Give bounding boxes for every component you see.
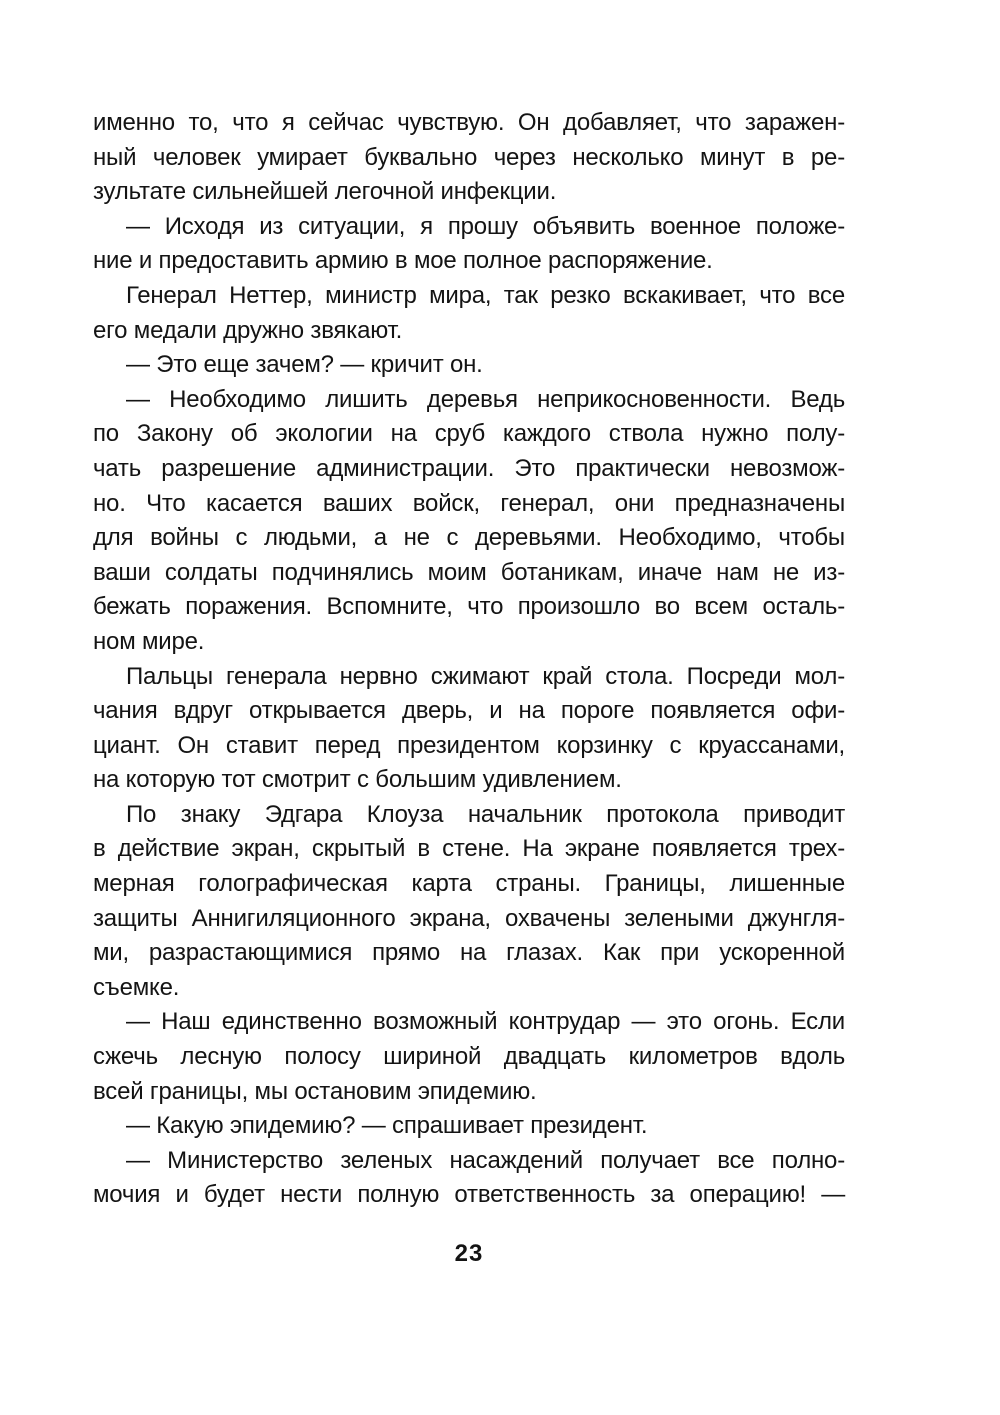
text-line: чать разрешение администрации. Это практически невозмож- <box>93 454 845 482</box>
paragraph <box>93 279 845 348</box>
text-line: для войны с людьми, а не с деревьями. Необходимо, чтобы <box>93 524 845 552</box>
paragraph <box>93 106 845 210</box>
text-line: именно то, что я сейчас чувствую. Он добавляет, что заражен- <box>93 109 845 136</box>
paragraph <box>93 660 845 798</box>
page-text <box>93 106 845 1213</box>
text-line: мочия и будет нести полную ответственность за операцию! — <box>93 1181 845 1209</box>
page-number: 23 <box>454 1240 484 1267</box>
text-line: сжечь лесную полосу шириной двадцать километров вдоль <box>93 1043 845 1071</box>
text-line: зультате сильнейшей легочной инфекции. <box>93 178 557 206</box>
paragraph <box>93 383 845 660</box>
text-line: чания вдруг открывается дверь, и на пороге появляется офи- <box>93 697 845 725</box>
text-line: — Министерство зеленых насаждений получает все полно- <box>126 1146 845 1174</box>
text-line: — Исходя из ситуации, я прошу объявить военное положе- <box>126 212 845 240</box>
text-line: по Закону об экологии на сруб каждого ствола нужно полу- <box>93 420 845 448</box>
text-line: ный человек умирает буквально через несколько минут в ре- <box>93 143 845 171</box>
text-line: всей границы, мы остановим эпидемию. <box>93 1077 537 1105</box>
paragraph <box>93 348 845 383</box>
text-line: его медали дружно звякают. <box>93 316 403 344</box>
text-line: — Какую эпидемию? — спрашивает президент. <box>126 1112 648 1140</box>
text-line: съемке. <box>93 973 180 1001</box>
paragraph <box>93 1005 845 1109</box>
text-line: ном мире. <box>93 627 205 655</box>
text-line: мерная голографическая карта страны. Границы, лишенные <box>93 870 845 898</box>
text-line: ние и предоставить армию в мое полное распоряжение. <box>93 247 713 275</box>
text-line: — Это еще зачем? — кричит он. <box>126 351 483 379</box>
text-line: Генерал Неттер, министр мира, так резко вскакивает, что все <box>126 281 845 309</box>
paragraph <box>93 1109 845 1144</box>
paragraph <box>93 210 845 279</box>
text-line: на которую тот смотрит с большим удивлением. <box>93 766 622 794</box>
text-line: бежать поражения. Вспомните, что произошло во всем осталь- <box>93 593 845 621</box>
text-line: циант. Он ставит перед президентом корзинку с круассанами, <box>93 731 845 759</box>
text-line: но. Что касается ваших войск, генерал, они предназначены <box>93 489 845 517</box>
paragraph <box>93 798 845 1006</box>
text-line: ми, разрастающимися прямо на глазах. Как при ускоренной <box>93 939 845 967</box>
text-line: в действие экран, скрытый в стене. На экране появляется трех- <box>93 835 845 863</box>
text-line: ваши солдаты подчинялись моим ботаникам, иначе нам не из- <box>93 558 845 586</box>
text-line: По знаку Эдгара Клоуза начальник протокола приводит <box>126 800 845 828</box>
text-line: — Наш единственно возможный контрудар — это огонь. Если <box>126 1008 845 1036</box>
text-line: Пальцы генерала нервно сжимают край стола. Посреди мол- <box>126 662 845 690</box>
text-line: защиты Аннигиляционного экрана, охвачены зелеными джунгля- <box>93 904 845 932</box>
text-line: — Необходимо лишить деревья неприкосновенности. Ведь <box>126 385 845 413</box>
paragraph <box>93 1144 845 1213</box>
